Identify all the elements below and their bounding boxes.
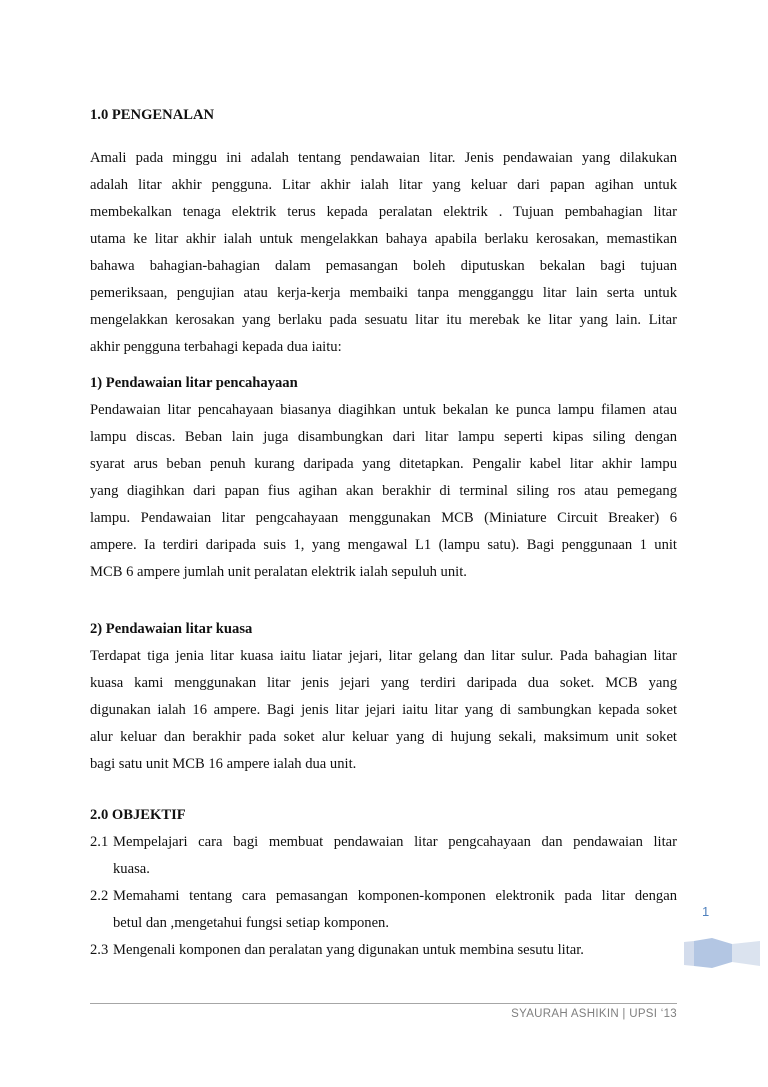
footer-text: SYAURAH ASHIKIN | UPSI ‘13 bbox=[511, 1008, 677, 1020]
paragraph-line: membekalkan tenaga elektrik terus kepada peralatan elektrik . Tujuan pembahagian litar bbox=[90, 204, 677, 220]
paragraph-line: adalah litar akhir pengguna. Litar akhir ialah litar yang keluar dari papan agihan untuk bbox=[90, 177, 677, 193]
objective-item bbox=[90, 829, 677, 883]
paragraph-line: ampere. Ia terdiri daripada suis 1, yang mengawal L1 (lampu satu). Bagi penggunaan 1 unit bbox=[90, 537, 677, 553]
objective-number: 2.2 bbox=[90, 888, 109, 904]
objective-number: 2.1 bbox=[90, 834, 109, 850]
paragraph-line: MCB 6 ampere jumlah unit peralatan elektrik ialah sepuluh unit. bbox=[90, 564, 467, 580]
paragraph-line: Pendawaian litar pencahayaan biasanya diagihkan untuk bekalan ke punca lampu filamen atau bbox=[90, 402, 677, 418]
section-pengenalan bbox=[90, 102, 677, 361]
page-number: 1 bbox=[702, 904, 710, 919]
paragraph-line: bagi satu unit MCB 16 ampere ialah dua unit. bbox=[90, 756, 357, 772]
paragraph-line: alur keluar dan berakhir pada soket alur keluar yang di hujung sekali, maksimum unit soket bbox=[90, 729, 677, 745]
paragraph-line: Terdapat tiga jenia litar kuasa iaitu liatar jejari, litar gelang dan litar sulur. Pada bahagian litar bbox=[90, 648, 677, 664]
section-pencahayaan bbox=[90, 370, 677, 586]
heading-objektif: 2.0 OBJEKTIF bbox=[90, 807, 186, 823]
paragraph-line: pemeriksaan, pengujian atau kerja-kerja membaiki tanpa mengganggu litar lain serta untuk bbox=[90, 285, 677, 301]
paragraph-line: syarat arus beban penuh kurang daripada yang ditetapkan. Pengalir kabel litar akhir lampu bbox=[90, 456, 677, 472]
paragraph-line: utama ke litar akhir ialah untuk mengelakkan bahaya apabila berlaku kerosakan, memastikan bbox=[90, 231, 677, 247]
objective-line: Mempelajari cara bagi membuat pendawaian litar pengcahayaan dan pendawaian litar bbox=[113, 834, 677, 850]
objective-item bbox=[90, 883, 677, 937]
heading-pencahayaan: 1) Pendawaian litar pencahayaan bbox=[90, 375, 298, 391]
paragraph-line: bahawa bahagian-bahagian dalam pemasangan boleh diputuskan bekalan bagi tujuan bbox=[90, 258, 677, 274]
paragraph-line: kuasa kami menggunakan litar jenis jejari yang terdiri daripada dua soket. MCB yang bbox=[90, 675, 677, 691]
section-objektif bbox=[90, 802, 677, 964]
objective-number: 2.3 bbox=[90, 942, 109, 958]
objective-line: Mengenali komponen dan peralatan yang digunakan untuk membina sesutu litar. bbox=[113, 942, 584, 958]
objective-line: betul dan ,mengetahui fungsi setiap komponen. bbox=[113, 915, 390, 931]
footer-divider bbox=[90, 1003, 677, 1004]
heading-pengenalan: 1.0 PENGENALAN bbox=[90, 107, 215, 123]
paragraph-line: lampu discas. Beban lain juga disambungkan dari litar lampu seperti kipas siling dengan bbox=[90, 429, 677, 445]
paragraph-line: akhir pengguna terbahagi kepada dua iaitu: bbox=[90, 339, 342, 355]
objective-line: kuasa. bbox=[113, 861, 150, 877]
objective-item bbox=[90, 937, 677, 964]
paragraph-line: mengelakkan kerosakan yang berlaku pada sesuatu litar itu merebak ke litar yang lain. Litar bbox=[90, 312, 677, 328]
section-kuasa bbox=[90, 616, 677, 778]
paragraph-line: digunakan ialah 16 ampere. Bagi jenis litar jejari iaitu litar yang di sambungkan kepada soket bbox=[90, 702, 677, 718]
paragraph-line: yang diagihkan dari papan fius agihan akan berakhir di terminal siling ros atau pemegang bbox=[90, 483, 677, 499]
paragraph-line: lampu. Pendawaian litar pengcahayaan menggunakan MCB (Miniature Circuit Breaker) 6 bbox=[90, 510, 677, 526]
page-number-decoration-icon bbox=[684, 938, 760, 968]
objective-line: Memahami tentang cara pemasangan komponen-komponen elektronik pada litar dengan bbox=[113, 888, 677, 904]
paragraph-line: Amali pada minggu ini adalah tentang pendawaian litar. Jenis pendawaian yang dilakukan bbox=[90, 150, 677, 166]
heading-kuasa: 2) Pendawaian litar kuasa bbox=[90, 621, 253, 637]
